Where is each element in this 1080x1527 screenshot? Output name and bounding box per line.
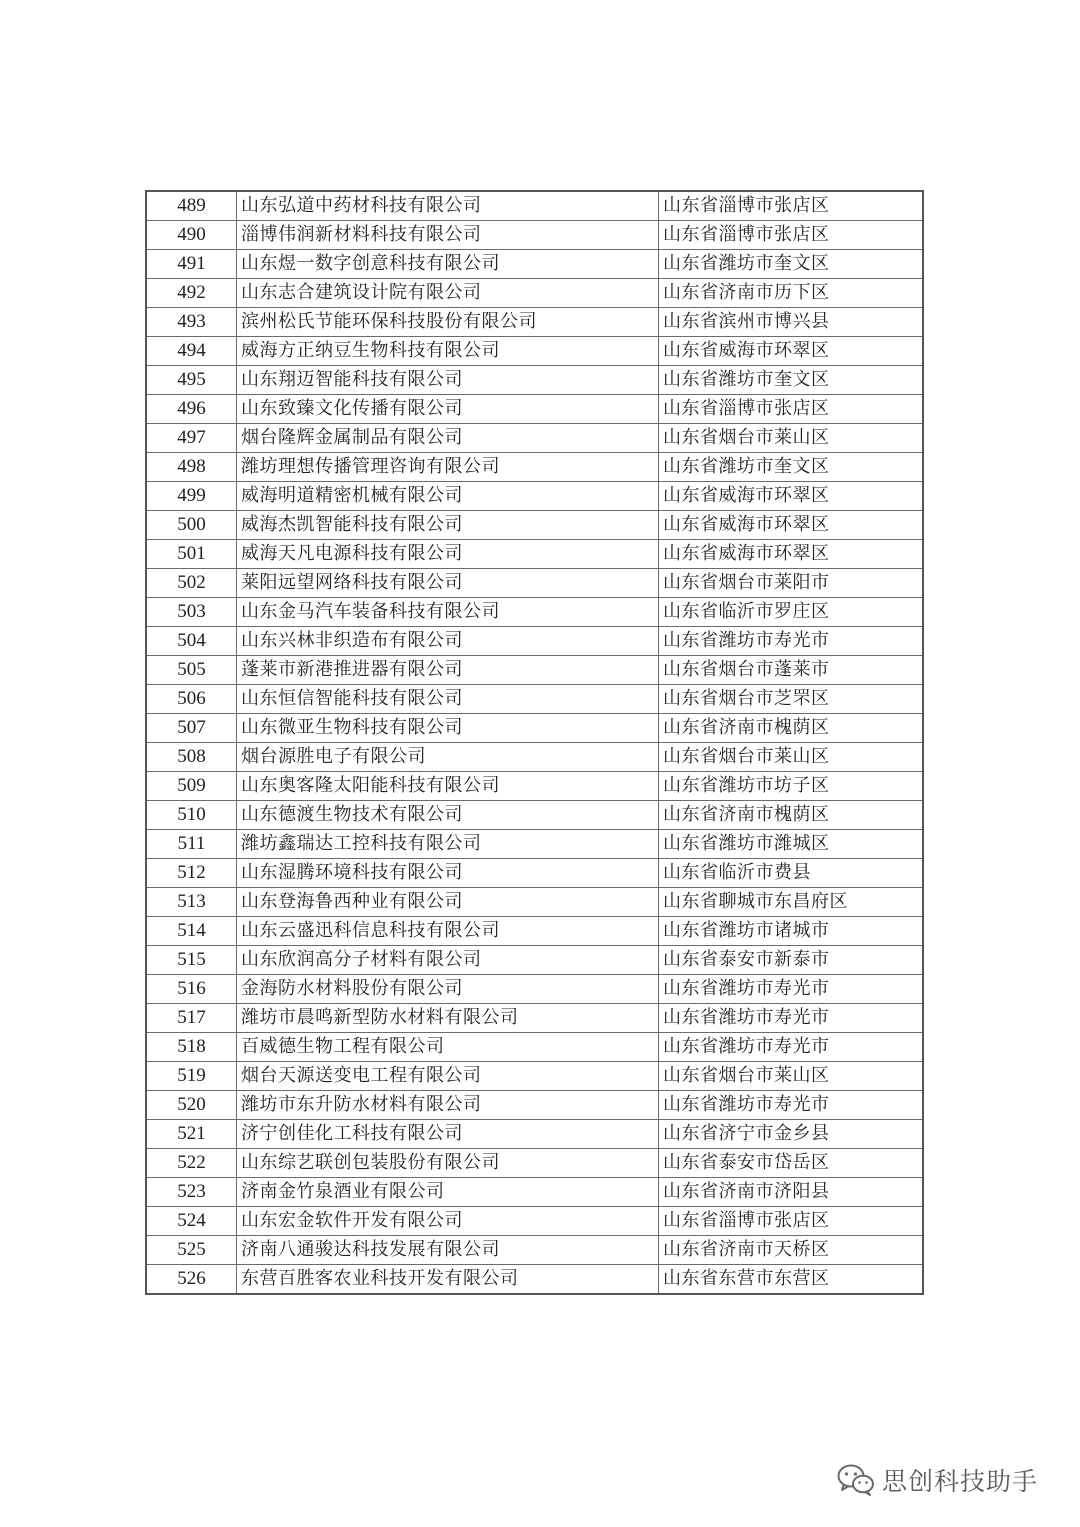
company-name-cell: 山东致臻文化传播有限公司 [237,395,659,424]
company-name-cell: 山东志合建筑设计院有限公司 [237,279,659,308]
company-name-cell: 潍坊理想传播管理咨询有限公司 [237,453,659,482]
company-name-cell: 济宁创佳化工科技有限公司 [237,1120,659,1149]
table-row [146,1178,923,1207]
table-row [146,1120,923,1149]
row-number-cell: 502 [146,569,237,598]
location-cell: 山东省威海市环翠区 [659,540,924,569]
table-row [146,917,923,946]
row-number-cell: 511 [146,830,237,859]
row-number-cell: 503 [146,598,237,627]
table-row [146,1091,923,1120]
row-number-cell: 492 [146,279,237,308]
table-row [146,598,923,627]
row-number-cell: 512 [146,859,237,888]
company-name-cell: 威海明道精密机械有限公司 [237,482,659,511]
table-row [146,1033,923,1062]
location-cell: 山东省潍坊市寿光市 [659,975,924,1004]
table-row [146,395,923,424]
table-row [146,337,923,366]
wechat-watermark [836,1458,1038,1502]
location-cell: 山东省泰安市岱岳区 [659,1149,924,1178]
table-row [146,1265,923,1295]
location-cell: 山东省淄博市张店区 [659,395,924,424]
company-name-cell: 烟台天源送变电工程有限公司 [237,1062,659,1091]
wechat-icon [836,1463,876,1497]
table-row [146,1236,923,1265]
table-row [146,279,923,308]
location-cell: 山东省烟台市莱山区 [659,1062,924,1091]
row-number-cell: 491 [146,250,237,279]
row-number-cell: 510 [146,801,237,830]
company-name-cell: 山东云盛迅科信息科技有限公司 [237,917,659,946]
company-name-cell: 济南八通骏达科技发展有限公司 [237,1236,659,1265]
location-cell: 山东省淄博市张店区 [659,1207,924,1236]
company-name-cell: 山东湿腾环境科技有限公司 [237,859,659,888]
row-number-cell: 497 [146,424,237,453]
table-row [146,946,923,975]
company-name-cell: 潍坊市晨鸣新型防水材料有限公司 [237,1004,659,1033]
company-list-table [145,190,924,1295]
table-row [146,366,923,395]
row-number-cell: 499 [146,482,237,511]
company-name-cell: 蓬莱市新港推进器有限公司 [237,656,659,685]
company-name-cell: 潍坊鑫瑞达工控科技有限公司 [237,830,659,859]
location-cell: 山东省潍坊市潍城区 [659,830,924,859]
location-cell: 山东省烟台市蓬莱市 [659,656,924,685]
location-cell: 山东省烟台市莱阳市 [659,569,924,598]
table-row [146,221,923,250]
table-row [146,511,923,540]
location-cell: 山东省烟台市莱山区 [659,743,924,772]
location-cell: 山东省淄博市张店区 [659,191,924,221]
row-number-cell: 519 [146,1062,237,1091]
location-cell: 山东省潍坊市奎文区 [659,250,924,279]
location-cell: 山东省临沂市费县 [659,859,924,888]
table-row [146,888,923,917]
location-cell: 山东省潍坊市寿光市 [659,1033,924,1062]
row-number-cell: 508 [146,743,237,772]
row-number-cell: 496 [146,395,237,424]
location-cell: 山东省潍坊市坊子区 [659,772,924,801]
row-number-cell: 504 [146,627,237,656]
row-number-cell: 498 [146,453,237,482]
location-cell: 山东省烟台市芝罘区 [659,685,924,714]
company-name-cell: 淄博伟润新材料科技有限公司 [237,221,659,250]
company-name-cell: 山东德渡生物技术有限公司 [237,801,659,830]
table-row [146,308,923,337]
location-cell: 山东省潍坊市寿光市 [659,627,924,656]
table-row [146,975,923,1004]
row-number-cell: 514 [146,917,237,946]
company-name-cell: 山东奥客隆太阳能科技有限公司 [237,772,659,801]
location-cell: 山东省潍坊市寿光市 [659,1004,924,1033]
table-row [146,627,923,656]
row-number-cell: 501 [146,540,237,569]
row-number-cell: 526 [146,1265,237,1295]
company-name-cell: 金海防水材料股份有限公司 [237,975,659,1004]
table-row [146,743,923,772]
location-cell: 山东省聊城市东昌府区 [659,888,924,917]
row-number-cell: 513 [146,888,237,917]
row-number-cell: 494 [146,337,237,366]
location-cell: 山东省烟台市莱山区 [659,424,924,453]
row-number-cell: 516 [146,975,237,1004]
row-number-cell: 506 [146,685,237,714]
table-row [146,569,923,598]
row-number-cell: 489 [146,191,237,221]
company-name-cell: 山东综艺联创包装股份有限公司 [237,1149,659,1178]
row-number-cell: 523 [146,1178,237,1207]
table-row [146,250,923,279]
company-name-cell: 潍坊市东升防水材料有限公司 [237,1091,659,1120]
table-row [146,453,923,482]
location-cell: 山东省威海市环翠区 [659,482,924,511]
company-list-body [146,191,923,1294]
table-row [146,1207,923,1236]
row-number-cell: 490 [146,221,237,250]
location-cell: 山东省威海市环翠区 [659,337,924,366]
table-row [146,656,923,685]
location-cell: 山东省滨州市博兴县 [659,308,924,337]
table-row [146,1004,923,1033]
row-number-cell: 521 [146,1120,237,1149]
company-name-cell: 山东欣润高分子材料有限公司 [237,946,659,975]
company-name-cell: 滨州松氏节能环保科技股份有限公司 [237,308,659,337]
location-cell: 山东省济南市历下区 [659,279,924,308]
row-number-cell: 507 [146,714,237,743]
table-row [146,424,923,453]
row-number-cell: 525 [146,1236,237,1265]
company-name-cell: 威海天凡电源科技有限公司 [237,540,659,569]
location-cell: 山东省济南市济阳县 [659,1178,924,1207]
location-cell: 山东省潍坊市诸城市 [659,917,924,946]
company-name-cell: 山东宏金软件开发有限公司 [237,1207,659,1236]
company-name-cell: 莱阳远望网络科技有限公司 [237,569,659,598]
location-cell: 山东省济宁市金乡县 [659,1120,924,1149]
company-name-cell: 济南金竹泉酒业有限公司 [237,1178,659,1207]
location-cell: 山东省临沂市罗庄区 [659,598,924,627]
table-row [146,191,923,221]
location-cell: 山东省潍坊市奎文区 [659,453,924,482]
row-number-cell: 505 [146,656,237,685]
location-cell: 山东省济南市槐荫区 [659,801,924,830]
table-row [146,685,923,714]
row-number-cell: 500 [146,511,237,540]
table-row [146,482,923,511]
location-cell: 山东省泰安市新泰市 [659,946,924,975]
table-row [146,1062,923,1091]
company-name-cell: 山东翔迈智能科技有限公司 [237,366,659,395]
company-name-cell: 百威德生物工程有限公司 [237,1033,659,1062]
row-number-cell: 495 [146,366,237,395]
location-cell: 山东省威海市环翠区 [659,511,924,540]
location-cell: 山东省潍坊市奎文区 [659,366,924,395]
company-name-cell: 山东恒信智能科技有限公司 [237,685,659,714]
company-name-cell: 山东弘道中药材科技有限公司 [237,191,659,221]
location-cell: 山东省潍坊市寿光市 [659,1091,924,1120]
company-name-cell: 东营百胜客农业科技开发有限公司 [237,1265,659,1295]
location-cell: 山东省东营市东营区 [659,1265,924,1295]
watermark-text: 思创科技助手 [882,1467,1039,1496]
row-number-cell: 515 [146,946,237,975]
row-number-cell: 509 [146,772,237,801]
table-row [146,714,923,743]
row-number-cell: 517 [146,1004,237,1033]
company-name-cell: 山东金马汽车装备科技有限公司 [237,598,659,627]
table-row [146,801,923,830]
company-name-cell: 威海方正纳豆生物科技有限公司 [237,337,659,366]
row-number-cell: 518 [146,1033,237,1062]
row-number-cell: 522 [146,1149,237,1178]
table-row [146,1149,923,1178]
row-number-cell: 524 [146,1207,237,1236]
location-cell: 山东省淄博市张店区 [659,221,924,250]
company-name-cell: 烟台源胜电子有限公司 [237,743,659,772]
row-number-cell: 493 [146,308,237,337]
table-row [146,540,923,569]
table-row [146,830,923,859]
company-name-cell: 山东煜一数字创意科技有限公司 [237,250,659,279]
company-name-cell: 威海杰凯智能科技有限公司 [237,511,659,540]
location-cell: 山东省济南市天桥区 [659,1236,924,1265]
company-name-cell: 山东登海鲁西种业有限公司 [237,888,659,917]
row-number-cell: 520 [146,1091,237,1120]
table-row [146,859,923,888]
company-name-cell: 烟台隆辉金属制品有限公司 [237,424,659,453]
location-cell: 山东省济南市槐荫区 [659,714,924,743]
company-name-cell: 山东微亚生物科技有限公司 [237,714,659,743]
company-name-cell: 山东兴林非织造布有限公司 [237,627,659,656]
table-row [146,772,923,801]
